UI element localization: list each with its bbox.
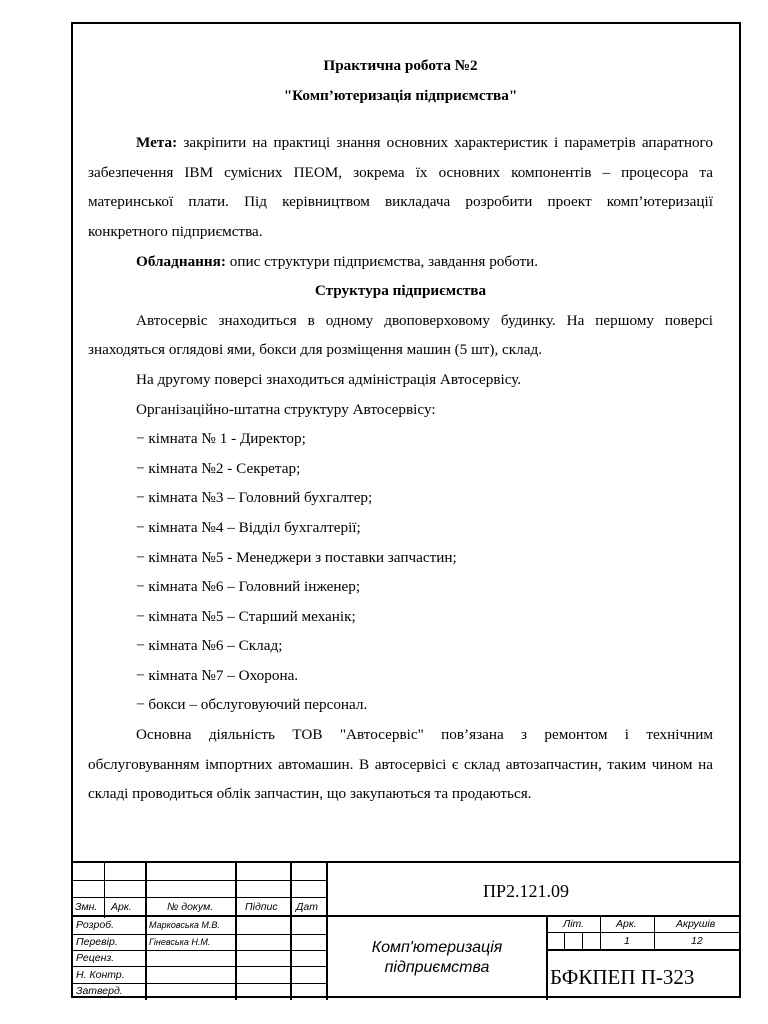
group-code: БФКПЕП П-323	[550, 965, 695, 989]
document-code: ПР2.121.09	[483, 881, 570, 901]
list-item: − кімната № 1 - Директор;	[136, 430, 306, 448]
goal-label: Мета:	[136, 134, 178, 152]
document-subtitle: "Комп’ютеризація підприємства"	[283, 86, 518, 104]
sheets-label: Акрушів	[676, 918, 716, 930]
list-item: − кімната №5 – Старший механік;	[136, 607, 356, 625]
list-item: − бокси – обслуговуючий персонал.	[136, 696, 368, 714]
sheets-value: 12	[691, 935, 703, 947]
structure-heading: Структура підприємства	[314, 282, 487, 300]
role-approved: Затверд.	[76, 985, 123, 997]
header-zmn: Змн.	[75, 901, 98, 913]
developer-name: Марковська М.В.	[149, 920, 220, 930]
header-doc-no: № докум.	[167, 901, 214, 913]
list-item: − кімната №2 - Секретар;	[136, 459, 301, 477]
goal-paragraph	[88, 128, 713, 246]
paragraph-building: Автосервіс знаходиться в одному двоповерховому будинку. На першому поверсі знаходяться оглядові ями, бокси для розміщення машин (5 шт), склад.	[88, 311, 713, 359]
header-ark: Арк.	[111, 901, 132, 913]
header-signature: Підпис	[245, 901, 278, 913]
list-item: − кімната №3 – Головний бухгалтер;	[136, 489, 373, 507]
work-title: Комп'ютеризація підприємства	[371, 939, 503, 976]
paragraph-second-floor: На другому поверсі знаходиться адміністрація Автосервісу.	[136, 370, 522, 388]
role-checked: Перевір.	[76, 936, 118, 948]
list-item: − кімната №6 – Головний інженер;	[136, 578, 361, 596]
sheet-value: 1	[624, 935, 630, 947]
role-reviewed: Реценз.	[76, 952, 115, 964]
sheet-label: Арк.	[616, 918, 637, 930]
equipment-text: опис структури підприємства, завдання роботи.	[225, 252, 539, 270]
list-item: − кімната №6 – Склад;	[136, 637, 283, 655]
list-item: − кімната №5 - Менеджери з поставки запчастин;	[136, 548, 457, 566]
paragraph-structure-intro: Організаційно-штатна структуру Автосервісу:	[136, 400, 436, 418]
equipment-label: Обладнання:	[136, 252, 226, 270]
role-norm-control: Н. Контр.	[76, 969, 125, 981]
lit-label: Літ.	[563, 918, 585, 930]
goal-text: закріпити на практиці знання основних характеристик і параметрів апаратного забезпечення IBM сумісних ПЕОМ, зокрема їх основних компонентів – процесора та материнської плати. Під керівництвом викладача розробити проект комп’ютеризації конкретного підприємства.	[88, 134, 713, 240]
checker-name: Гіневська Н.М.	[149, 937, 211, 947]
document-title: Практична робота №2	[323, 57, 478, 74]
list-item: − кімната №7 – Охорона.	[136, 666, 299, 684]
role-developed: Розроб.	[76, 919, 114, 931]
header-date: Дат	[296, 901, 318, 913]
paragraph-activity: Основна діяльність ТОВ "Автосервіс" пов’язана з ремонтом і технічним обслуговуванням імпортних автомашин. В автосервісі є склад автозапчастин, таким чином на складі проводиться облік запчастин, що закупаються та продаються.	[88, 726, 713, 803]
document-body	[88, 51, 713, 809]
list-item: − кімната №4 – Відділ бухгалтерії;	[136, 518, 361, 536]
equipment-paragraph	[88, 247, 713, 277]
title-block	[71, 861, 741, 1000]
